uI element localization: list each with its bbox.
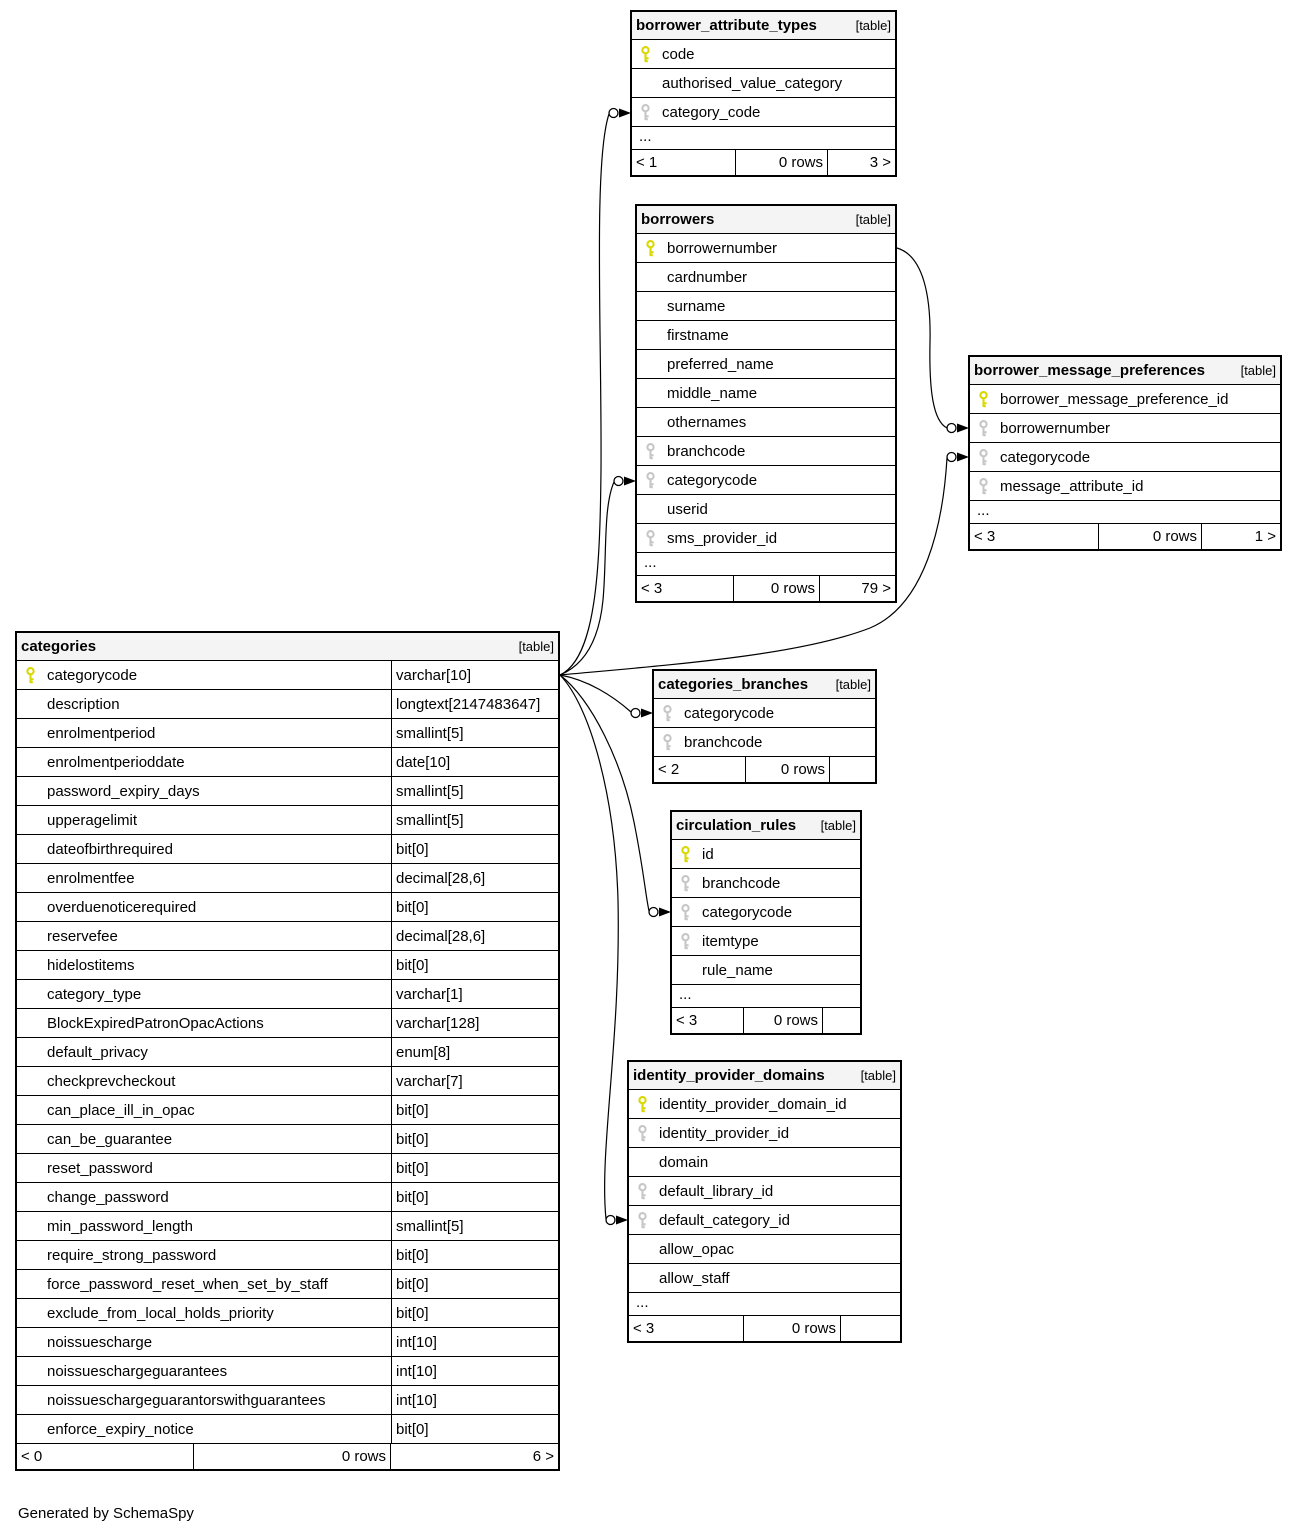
column-row-authorised_value_category	[632, 69, 895, 98]
table-header[interactable]	[637, 206, 895, 234]
column-row-allow_staff	[629, 1264, 900, 1293]
column-row-hidelostitems	[17, 951, 558, 980]
column-name: description	[47, 695, 120, 713]
column-name: default_category_id	[659, 1211, 790, 1229]
column-name: domain	[659, 1153, 709, 1171]
primary-key-icon	[645, 240, 667, 257]
column-row-description	[17, 690, 558, 719]
primary-key-icon	[978, 391, 1000, 408]
footer-parents: < 3	[970, 524, 1099, 549]
foreign-key-icon	[978, 478, 1000, 495]
foreign-key-icon	[645, 443, 667, 460]
column-type: bit[0]	[391, 951, 558, 979]
column-type: bit[0]	[391, 1125, 558, 1153]
footer-rowcount: 0 rows	[194, 1444, 391, 1469]
column-row-BlockExpiredPatronOpacActions	[17, 1009, 558, 1038]
column-type: int[10]	[391, 1328, 558, 1356]
table-footer	[970, 524, 1280, 549]
column-name: preferred_name	[667, 355, 774, 373]
table-tag: [table]	[820, 818, 856, 833]
table-footer	[629, 1316, 900, 1341]
footer-children: 6 >	[532, 1448, 554, 1465]
ellipsis-row: ...	[629, 1293, 900, 1316]
column-row-categorycode	[17, 661, 558, 690]
column-row-borrowernumber	[970, 414, 1280, 443]
column-type: varchar[1]	[391, 980, 558, 1008]
footer-parents: < 0	[17, 1444, 194, 1469]
primary-key-icon	[640, 46, 662, 63]
footer-rowcount: 0 rows	[734, 576, 820, 601]
table-borrowers[interactable]	[635, 204, 897, 603]
column-name: middle_name	[667, 384, 758, 402]
column-row-enforce_expiry_notice	[17, 1415, 558, 1444]
column-name: enrolmentfee	[47, 869, 135, 887]
column-type: date[10]	[391, 748, 558, 776]
table-footer	[632, 150, 895, 175]
table-footer	[654, 757, 875, 782]
column-row-surname	[637, 292, 895, 321]
table-header[interactable]	[654, 671, 875, 699]
column-row-exclude_from_local_holds_priority	[17, 1299, 558, 1328]
column-name: authorised_value_category	[662, 74, 843, 92]
column-type: smallint[5]	[391, 1212, 558, 1240]
table-header[interactable]	[970, 357, 1280, 385]
column-type: bit[0]	[391, 1270, 558, 1298]
column-name: reservefee	[47, 927, 118, 945]
foreign-key-icon	[662, 705, 684, 722]
table-title: circulation_rules	[676, 817, 797, 834]
column-row-category_code	[632, 98, 895, 127]
foreign-key-icon	[680, 875, 702, 892]
column-row-code	[632, 40, 895, 69]
column-name: branchcode	[702, 874, 781, 892]
column-name: borrower_message_preference_id	[1000, 390, 1229, 408]
column-name: borrowernumber	[1000, 419, 1111, 437]
primary-key-icon	[25, 667, 47, 684]
table-tag: [table]	[1240, 363, 1276, 378]
column-name: categorycode	[47, 666, 138, 684]
column-row-overduenoticerequired	[17, 893, 558, 922]
table-tag: [table]	[835, 677, 871, 692]
column-row-userid	[637, 495, 895, 524]
column-row-require_strong_password	[17, 1241, 558, 1270]
edge-categories-to-identity_provider_domains	[560, 675, 618, 1219]
column-name: categorycode	[667, 471, 758, 489]
column-name: allow_staff	[659, 1269, 730, 1287]
table-categories[interactable]	[15, 631, 560, 1471]
footer-parents: < 1	[632, 150, 736, 175]
column-type: varchar[128]	[391, 1009, 558, 1037]
column-type: int[10]	[391, 1357, 558, 1385]
column-row-noissuescharge	[17, 1328, 558, 1357]
column-name: branchcode	[667, 442, 746, 460]
edge-categories-to-borrower_attribute_types	[560, 114, 609, 675]
column-type: bit[0]	[391, 1415, 558, 1443]
footer-parents: < 2	[654, 757, 746, 782]
column-row-branchcode	[654, 728, 875, 757]
column-row-categorycode	[654, 699, 875, 728]
column-type: bit[0]	[391, 893, 558, 921]
foreign-key-icon	[637, 1212, 659, 1229]
column-name: enrolmentperioddate	[47, 753, 185, 771]
column-row-enrolmentperioddate	[17, 748, 558, 777]
ellipsis-row: ...	[672, 985, 860, 1008]
table-title: categories_branches	[658, 676, 809, 693]
column-name: min_password_length	[47, 1217, 193, 1235]
column-type: smallint[5]	[391, 719, 558, 747]
column-type: bit[0]	[391, 1183, 558, 1211]
footer-children	[823, 1008, 860, 1033]
column-name: default_library_id	[659, 1182, 774, 1200]
column-name: noissueschargeguarantorswithguarantees	[47, 1391, 326, 1409]
column-name: require_strong_password	[47, 1246, 217, 1264]
column-row-min_password_length	[17, 1212, 558, 1241]
table-title: identity_provider_domains	[633, 1067, 825, 1084]
table-tag: [table]	[518, 639, 554, 654]
column-name: message_attribute_id	[1000, 477, 1144, 495]
generator-credit: Generated by SchemaSpy	[18, 1505, 194, 1522]
foreign-key-icon	[637, 1125, 659, 1142]
foreign-key-icon	[640, 104, 662, 121]
column-row-identity_provider_id	[629, 1119, 900, 1148]
column-type: bit[0]	[391, 835, 558, 863]
column-row-category_type	[17, 980, 558, 1009]
column-name: allow_opac	[659, 1240, 735, 1258]
column-name: reset_password	[47, 1159, 153, 1177]
column-name: overduenoticerequired	[47, 898, 197, 916]
foreign-key-icon	[637, 1183, 659, 1200]
column-name: id	[702, 845, 714, 863]
column-name: category_type	[47, 985, 142, 1003]
column-row-categorycode	[672, 898, 860, 927]
column-row-middle_name	[637, 379, 895, 408]
footer-children: 3 >	[869, 154, 891, 171]
column-row-domain	[629, 1148, 900, 1177]
column-row-categorycode	[970, 443, 1280, 472]
column-row-default_category_id	[629, 1206, 900, 1235]
column-name: cardnumber	[667, 268, 748, 286]
column-name: password_expiry_days	[47, 782, 200, 800]
column-name: noissuescharge	[47, 1333, 153, 1351]
column-name: surname	[667, 297, 726, 315]
column-name: dateofbirthrequired	[47, 840, 173, 858]
edge-borrowers-to-borrower_message_preferences	[897, 248, 947, 428]
column-row-borrowernumber	[637, 234, 895, 263]
column-type: bit[0]	[391, 1096, 558, 1124]
column-row-firstname	[637, 321, 895, 350]
column-name: userid	[667, 500, 708, 518]
column-row-password_expiry_days	[17, 777, 558, 806]
column-name: identity_provider_id	[659, 1124, 790, 1142]
column-row-message_attribute_id	[970, 472, 1280, 501]
column-row-enrolmentfee	[17, 864, 558, 893]
column-row-reset_password	[17, 1154, 558, 1183]
column-type: bit[0]	[391, 1154, 558, 1182]
table-borrower_message_preferences[interactable]	[968, 355, 1282, 551]
footer-rowcount: 0 rows	[744, 1316, 841, 1341]
column-name: firstname	[667, 326, 729, 344]
footer-children: 79 >	[861, 580, 891, 597]
column-row-default_library_id	[629, 1177, 900, 1206]
footer-rowcount: 0 rows	[1099, 524, 1202, 549]
table-footer	[17, 1444, 558, 1469]
foreign-key-icon	[978, 449, 1000, 466]
foreign-key-icon	[680, 933, 702, 950]
table-header[interactable]	[629, 1062, 900, 1090]
footer-children	[830, 757, 875, 782]
column-row-id	[672, 840, 860, 869]
column-name: default_privacy	[47, 1043, 148, 1061]
column-name: checkprevcheckout	[47, 1072, 176, 1090]
table-borrower_attribute_types[interactable]	[630, 10, 897, 177]
column-name: change_password	[47, 1188, 169, 1206]
column-row-identity_provider_domain_id	[629, 1090, 900, 1119]
column-name: enforce_expiry_notice	[47, 1420, 194, 1438]
footer-parents: < 3	[629, 1316, 744, 1341]
column-type: bit[0]	[391, 1299, 558, 1327]
column-name: categorycode	[1000, 448, 1091, 466]
table-header[interactable]	[17, 633, 558, 661]
column-name: categorycode	[702, 903, 793, 921]
column-row-cardnumber	[637, 263, 895, 292]
footer-rowcount: 0 rows	[736, 150, 828, 175]
footer-rowcount: 0 rows	[746, 757, 830, 782]
column-name: enrolmentperiod	[47, 724, 156, 742]
column-row-upperagelimit	[17, 806, 558, 835]
column-row-dateofbirthrequired	[17, 835, 558, 864]
column-name: BlockExpiredPatronOpacActions	[47, 1014, 264, 1032]
ellipsis-row: ...	[637, 553, 895, 576]
column-type: bit[0]	[391, 1241, 558, 1269]
foreign-key-icon	[978, 420, 1000, 437]
column-name: borrowernumber	[667, 239, 778, 257]
column-type: decimal[28,6]	[391, 922, 558, 950]
column-row-default_privacy	[17, 1038, 558, 1067]
table-header[interactable]	[632, 12, 895, 40]
column-type: int[10]	[391, 1386, 558, 1414]
column-row-allow_opac	[629, 1235, 900, 1264]
table-tag: [table]	[855, 212, 891, 227]
primary-key-icon	[637, 1096, 659, 1113]
column-row-checkprevcheckout	[17, 1067, 558, 1096]
primary-key-icon	[680, 846, 702, 863]
column-type: varchar[10]	[391, 661, 558, 689]
column-name: rule_name	[702, 961, 773, 979]
column-row-enrolmentperiod	[17, 719, 558, 748]
column-row-preferred_name	[637, 350, 895, 379]
column-type: smallint[5]	[391, 806, 558, 834]
column-row-can_be_guarantee	[17, 1125, 558, 1154]
column-name: code	[662, 45, 695, 63]
footer-parents: < 3	[672, 1008, 744, 1033]
table-tag: [table]	[860, 1068, 896, 1083]
column-type: smallint[5]	[391, 777, 558, 805]
column-row-sms_provider_id	[637, 524, 895, 553]
column-name: sms_provider_id	[667, 529, 778, 547]
column-row-borrower_message_preference_id	[970, 385, 1280, 414]
column-name: upperagelimit	[47, 811, 138, 829]
column-type: longtext[2147483647]	[391, 690, 558, 718]
table-title: borrowers	[641, 211, 715, 228]
foreign-key-icon	[645, 472, 667, 489]
column-row-branchcode	[637, 437, 895, 466]
footer-children	[841, 1316, 900, 1341]
column-row-rule_name	[672, 956, 860, 985]
table-identity_provider_domains[interactable]	[627, 1060, 902, 1343]
column-row-force_password_reset_when_set_by_staff	[17, 1270, 558, 1299]
column-name: can_place_ill_in_opac	[47, 1101, 195, 1119]
ellipsis-row: ...	[632, 127, 895, 150]
column-row-othernames	[637, 408, 895, 437]
foreign-key-icon	[680, 904, 702, 921]
column-name: exclude_from_local_holds_priority	[47, 1304, 274, 1322]
column-name: hidelostitems	[47, 956, 135, 974]
column-type: decimal[28,6]	[391, 864, 558, 892]
column-name: itemtype	[702, 932, 759, 950]
foreign-key-icon	[662, 734, 684, 751]
column-name: noissueschargeguarantees	[47, 1362, 228, 1380]
table-title: borrower_attribute_types	[636, 17, 817, 34]
ellipsis-row: ...	[970, 501, 1280, 524]
column-name: force_password_reset_when_set_by_staff	[47, 1275, 328, 1293]
column-row-noissueschargeguarantorswithguarantees	[17, 1386, 558, 1415]
footer-parents: < 3	[637, 576, 734, 601]
column-name: othernames	[667, 413, 747, 431]
column-row-categorycode	[637, 466, 895, 495]
column-row-change_password	[17, 1183, 558, 1212]
table-tag: [table]	[855, 18, 891, 33]
table-title: categories	[21, 638, 97, 655]
column-type: enum[8]	[391, 1038, 558, 1066]
foreign-key-icon	[645, 530, 667, 547]
edge-categories-to-borrowers	[560, 482, 614, 675]
column-name: branchcode	[684, 733, 763, 751]
footer-rowcount: 0 rows	[744, 1008, 823, 1033]
table-header[interactable]	[672, 812, 860, 840]
table-footer	[672, 1008, 860, 1033]
table-footer	[637, 576, 895, 601]
column-name: categorycode	[684, 704, 775, 722]
column-type: varchar[7]	[391, 1067, 558, 1095]
column-row-noissueschargeguarantees	[17, 1357, 558, 1386]
column-name: category_code	[662, 103, 761, 121]
column-row-can_place_ill_in_opac	[17, 1096, 558, 1125]
edge-categories-to-categories_branches	[560, 675, 631, 712]
table-circulation_rules[interactable]	[670, 810, 862, 1035]
column-row-reservefee	[17, 922, 558, 951]
column-row-branchcode	[672, 869, 860, 898]
table-categories_branches[interactable]	[652, 669, 877, 784]
column-name: identity_provider_domain_id	[659, 1095, 847, 1113]
column-name: can_be_guarantee	[47, 1130, 173, 1148]
footer-children: 1 >	[1254, 528, 1276, 545]
column-row-itemtype	[672, 927, 860, 956]
table-title: borrower_message_preferences	[974, 362, 1205, 379]
